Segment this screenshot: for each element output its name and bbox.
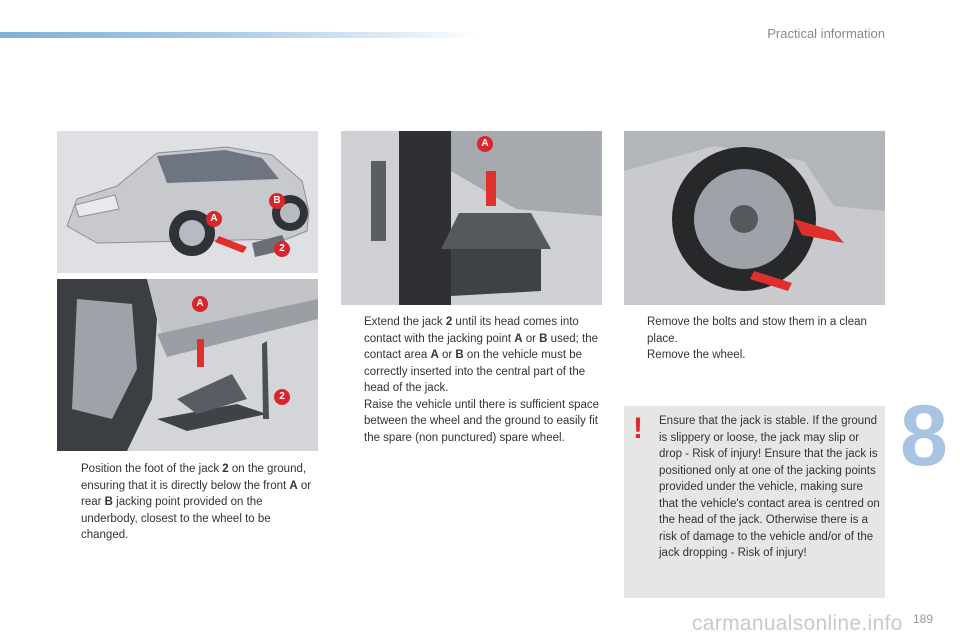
section-title: Practical information: [767, 26, 885, 41]
step-remove-bolts: Remove the bolts and stow them in a clean place.: [647, 316, 867, 345]
column2-instructions: [341, 314, 603, 446]
step-remove-wheel: Remove the wheel.: [647, 349, 746, 361]
callout-a-badge-2: A: [192, 296, 208, 312]
jack-sill-drawing: [57, 279, 318, 451]
step-position-jack: Position the foot of the jack 2 on the ground, ensuring that it is directly below the front A or rear B jacking point provided on the underbody, closest to the wheel to be changed.: [81, 463, 312, 541]
header-gradient-bar: [0, 32, 480, 38]
step-extend-jack: Extend the jack 2 until its head comes into contact with the jacking point A or B used; the contact area A or B on the vehicle must be correctly inserted into the central part of the head of the jack.: [364, 316, 598, 394]
watermark: carmanualsonline.info: [692, 612, 903, 635]
car-jacking-points-illustration: [57, 131, 318, 273]
warning-exclamation-icon: !: [633, 412, 643, 445]
callout-a-badge: A: [206, 211, 222, 227]
jack-under-sill-illustration: [57, 279, 318, 451]
column3-instructions: [624, 314, 886, 364]
column1-instructions: [58, 461, 320, 544]
jack-closeup-drawing: [341, 131, 602, 305]
callout-jack-badge: 2: [274, 241, 290, 257]
callout-a-badge-3: A: [477, 136, 493, 152]
step-raise-vehicle: Raise the vehicle until there is sufficient space between the wheel and the ground to easily fit the spare (non punctured) spare wheel.: [364, 398, 600, 444]
chapter-number: 8: [900, 388, 948, 484]
page-number: 189: [913, 612, 934, 626]
jack-closeup-illustration: [341, 131, 602, 305]
callout-b-badge: B: [269, 193, 285, 209]
warning-text: Ensure that the jack is stable. If the ground is slippery or loose, the jack may slip or drop - Risk of injury! Ensure that the jack is positioned only at one of the jacking points provided under the vehicle, making sure that the vehicle's contact area is centred on the head of the jack. Otherwise there is a risk of damage to the vehicle and/or of the jack dropping - Risk of injury!: [659, 415, 880, 559]
wheel-drawing: [624, 131, 885, 305]
callout-jack-badge-2: 2: [274, 389, 290, 405]
warning-box: [624, 406, 885, 598]
wheel-bolt-removal-illustration: [624, 131, 885, 305]
